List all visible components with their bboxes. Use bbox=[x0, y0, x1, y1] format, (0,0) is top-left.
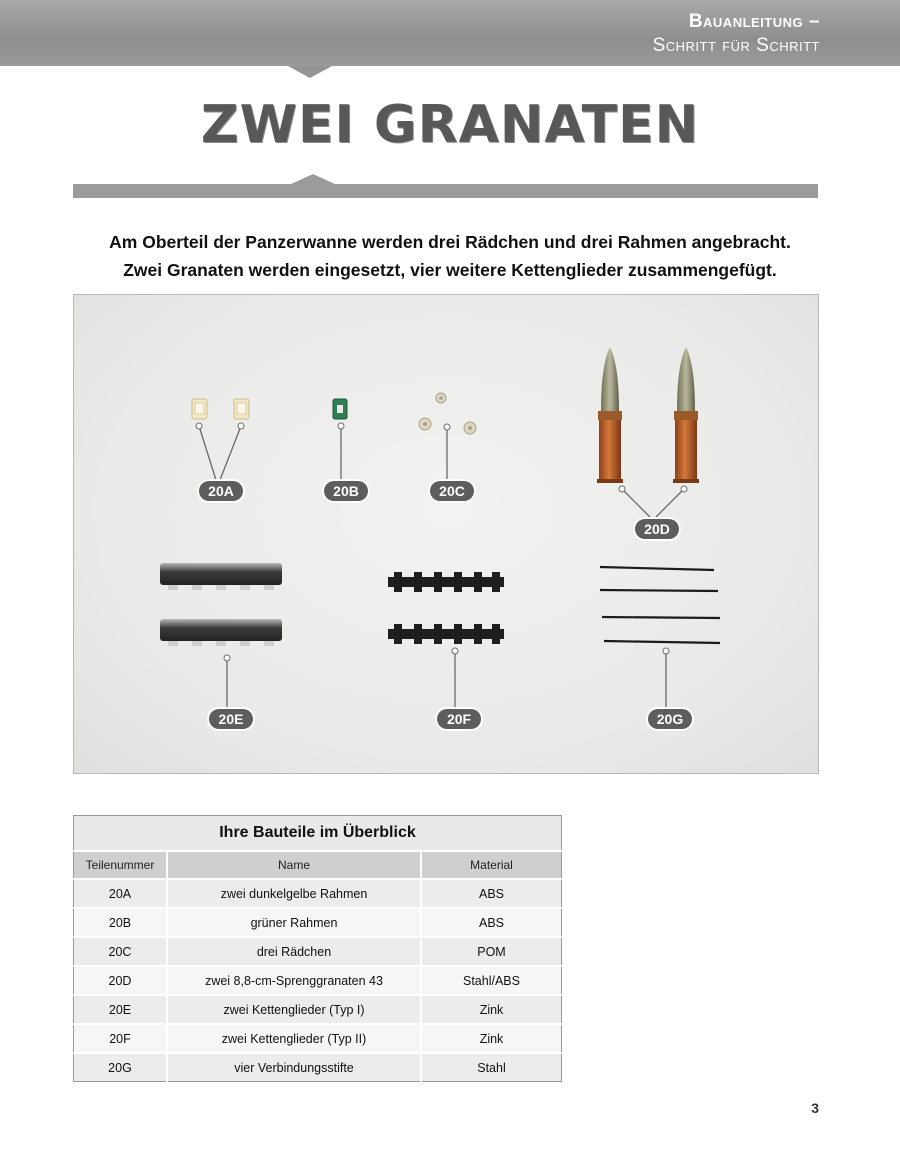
cell-part-number: 20D bbox=[74, 966, 168, 995]
cell-part-number: 20B bbox=[74, 908, 168, 937]
page-number: 3 bbox=[811, 1100, 819, 1116]
callout-20a: 20A bbox=[199, 481, 243, 501]
intro-text bbox=[40, 228, 860, 284]
part-20f bbox=[388, 572, 504, 709]
table-row bbox=[74, 966, 562, 995]
page-title: ZWEI GRANATEN bbox=[200, 95, 700, 155]
table-row bbox=[74, 937, 562, 966]
header-line-2: Schritt für Schritt bbox=[652, 35, 820, 56]
table-row bbox=[74, 1024, 562, 1053]
cell-part-number: 20E bbox=[74, 995, 168, 1024]
part-20d bbox=[597, 347, 699, 517]
callout-20f: 20F bbox=[437, 709, 481, 729]
cell-name: zwei 8,8-cm-Sprenggranaten 43 bbox=[167, 966, 421, 995]
cell-part-number: 20F bbox=[74, 1024, 168, 1053]
cell-material: Zink bbox=[421, 995, 562, 1024]
intro-line-2: Zwei Granaten werden eingesetzt, vier weitere Kettenglieder zusammengefügt. bbox=[123, 260, 777, 280]
column-header-name: Name bbox=[167, 851, 421, 879]
header-line-1: Bauanleitung – bbox=[688, 11, 820, 32]
callout-20b: 20B bbox=[324, 481, 368, 501]
cell-material: Stahl bbox=[421, 1053, 562, 1082]
part-20b bbox=[333, 399, 347, 480]
header-title bbox=[653, 10, 820, 58]
header-banner bbox=[0, 0, 900, 66]
callout-20g: 20G bbox=[648, 709, 692, 729]
cell-part-number: 20G bbox=[74, 1053, 168, 1082]
table-row bbox=[74, 879, 562, 908]
column-header-material: Material bbox=[421, 851, 562, 879]
intro-line-1: Am Oberteil der Panzerwanne werden drei Rädchen und drei Rahmen angebracht. bbox=[109, 232, 791, 252]
column-header-part-number: Teilenummer bbox=[74, 851, 168, 879]
cell-material: Zink bbox=[421, 1024, 562, 1053]
table-caption: Ihre Bauteile im Überblick bbox=[74, 816, 562, 852]
cell-part-number: 20C bbox=[74, 937, 168, 966]
parts-illustration bbox=[74, 295, 818, 773]
part-20e bbox=[160, 563, 282, 709]
cell-name: drei Rädchen bbox=[167, 937, 421, 966]
parts-table bbox=[73, 815, 562, 1082]
cell-name: zwei Kettenglieder (Typ I) bbox=[167, 995, 421, 1024]
table-row bbox=[74, 995, 562, 1024]
title-divider bbox=[73, 184, 818, 198]
cell-material: ABS bbox=[421, 908, 562, 937]
cell-name: zwei Kettenglieder (Typ II) bbox=[167, 1024, 421, 1053]
callout-20c: 20C bbox=[430, 481, 474, 501]
callout-20e: 20E bbox=[209, 709, 253, 729]
cell-part-number: 20A bbox=[74, 879, 168, 908]
cell-name: vier Verbindungsstifte bbox=[167, 1053, 421, 1082]
cell-name: zwei dunkelgelbe Rahmen bbox=[167, 879, 421, 908]
callout-20d: 20D bbox=[635, 519, 679, 539]
cell-name: grüner Rahmen bbox=[167, 908, 421, 937]
cell-material: ABS bbox=[421, 879, 562, 908]
part-20c bbox=[419, 393, 476, 480]
table-row bbox=[74, 1053, 562, 1082]
parts-photo bbox=[73, 294, 819, 774]
cell-material: POM bbox=[421, 937, 562, 966]
part-20g bbox=[600, 567, 720, 709]
part-20a bbox=[192, 399, 249, 480]
table-row bbox=[74, 908, 562, 937]
cell-material: Stahl/ABS bbox=[421, 966, 562, 995]
